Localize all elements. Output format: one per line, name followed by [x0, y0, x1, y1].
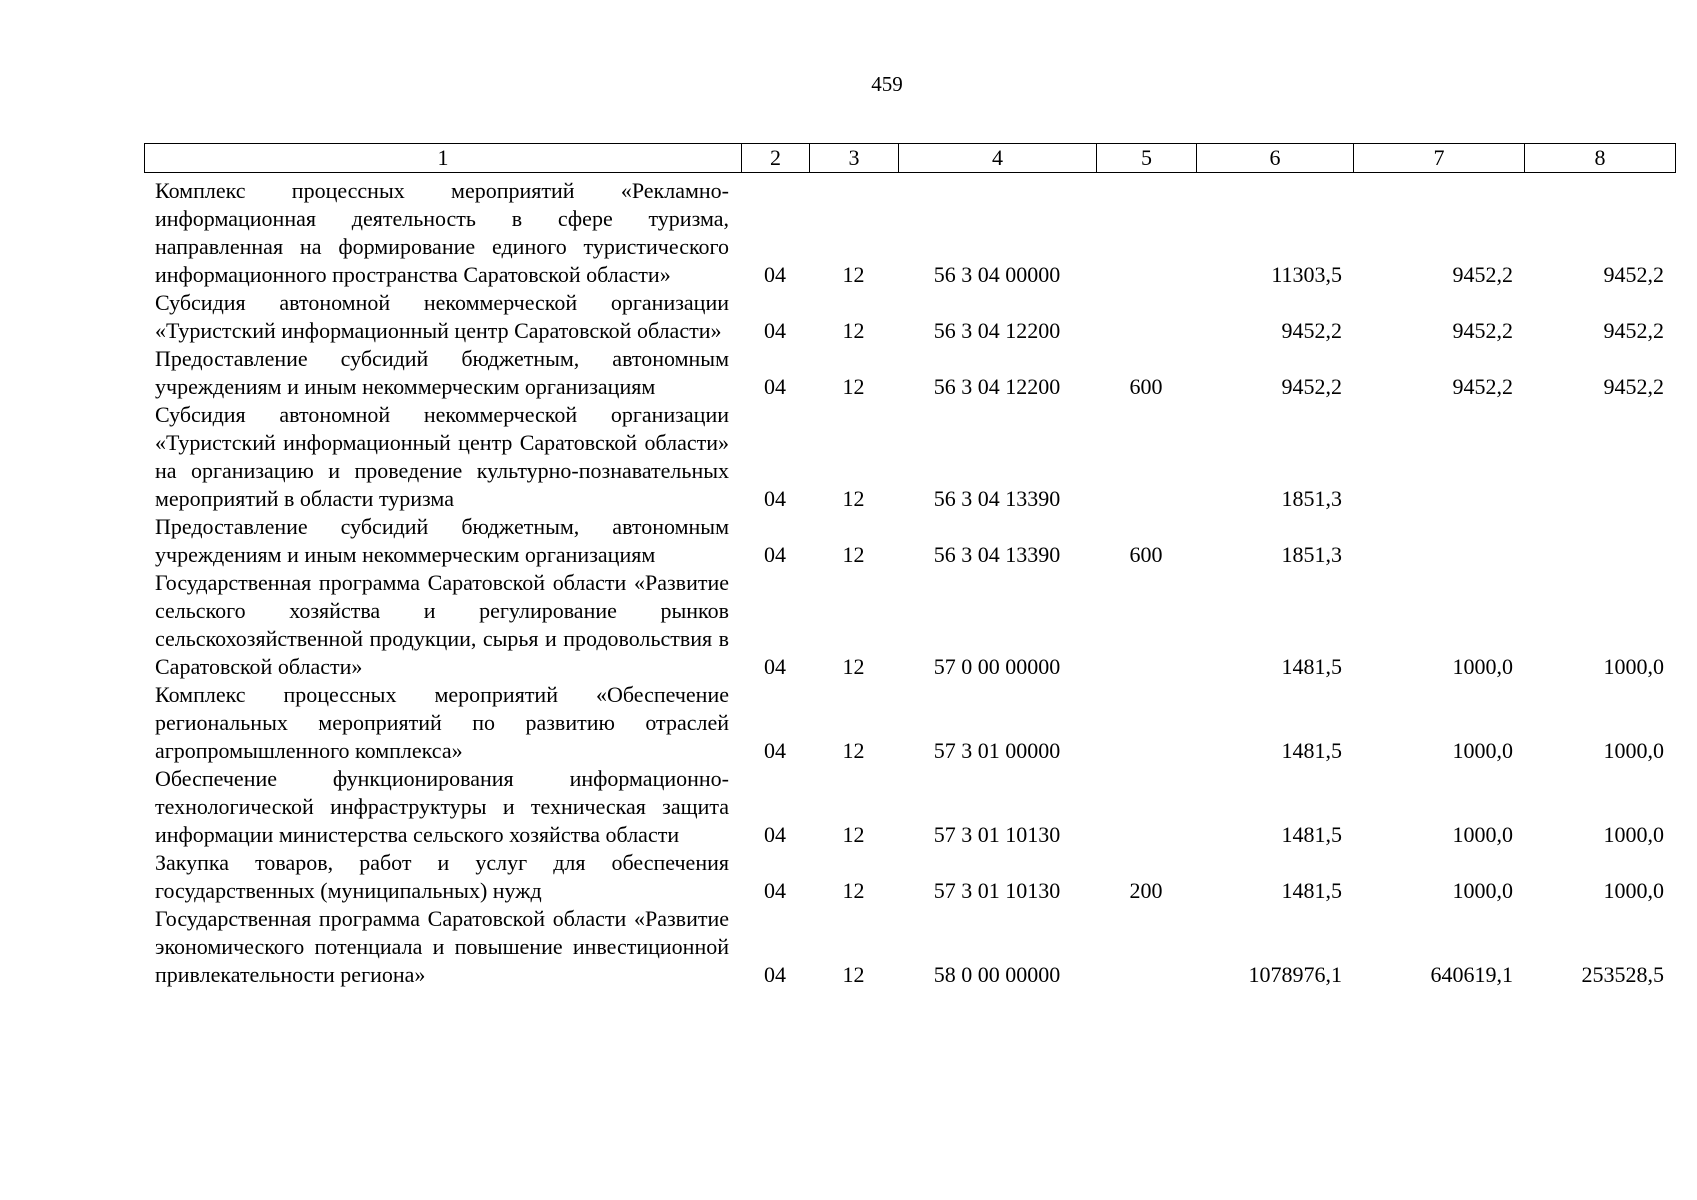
row-amount-col-7: 1000,0 — [1452, 738, 1513, 763]
row-target-article: 56 3 04 12200 — [933, 318, 1061, 343]
row-amount-col-7: 9452,2 — [1452, 318, 1513, 343]
row-section-code: 04 — [764, 542, 786, 567]
row-target-article: 56 3 04 12200 — [933, 374, 1061, 399]
row-description: Обеспечение функционирования информационно-технологической инфраструктуры и техническая защита информации министерства сельского хозяйства области — [155, 766, 729, 847]
row-section-code: 04 — [764, 822, 786, 847]
row-description: Закупка товаров, работ и услуг для обеспечения государственных (муниципальных) нужд — [155, 850, 729, 903]
row-expense-type — [1096, 401, 1196, 513]
row-expense-type: 200 — [1129, 878, 1163, 903]
table-row — [144, 765, 1675, 849]
table-row — [144, 401, 1675, 513]
table-row — [144, 905, 1675, 989]
row-subsection-code: 12 — [842, 318, 865, 343]
row-expense-type — [1096, 569, 1196, 681]
row-amount-col-8: 253528,5 — [1581, 962, 1664, 987]
row-section-code: 04 — [764, 878, 786, 903]
header-col-6: 6 — [1197, 144, 1354, 173]
row-section-code: 04 — [764, 374, 786, 399]
row-amount-col-7: 9452,2 — [1452, 374, 1513, 399]
row-subsection-code: 12 — [842, 486, 865, 511]
row-amount-col-7: 1000,0 — [1452, 654, 1513, 679]
row-description: Комплекс процессных мероприятий «Обеспечение региональных мероприятий по развитию отраслей агропромышленного комплекса» — [155, 682, 729, 763]
row-subsection-code: 12 — [842, 962, 865, 987]
table-row — [144, 177, 1675, 289]
row-amount-col-6: 1481,5 — [1281, 878, 1342, 903]
row-description: Субсидия автономной некоммерческой организации «Туристский информационный центр Саратовской области» на организацию и проведение культурно-познавательных мероприятий в области туризма — [155, 402, 729, 511]
row-section-code: 04 — [764, 262, 786, 287]
row-amount-col-7 — [1353, 401, 1524, 513]
table-row — [144, 345, 1675, 401]
row-amount-col-8 — [1524, 513, 1675, 569]
row-target-article: 57 0 00 00000 — [933, 654, 1061, 679]
row-amount-col-6: 1851,3 — [1281, 542, 1342, 567]
row-amount-col-7: 1000,0 — [1452, 822, 1513, 847]
header-row — [145, 144, 1676, 173]
table-body — [144, 177, 1675, 989]
row-section-code: 04 — [764, 486, 786, 511]
row-amount-col-7 — [1353, 513, 1524, 569]
header-col-4: 4 — [899, 144, 1097, 173]
row-subsection-code: 12 — [842, 374, 865, 399]
row-amount-col-8: 1000,0 — [1603, 878, 1664, 903]
row-amount-col-7: 1000,0 — [1452, 878, 1513, 903]
row-description: Комплекс процессных мероприятий «Рекламно-информационная деятельность в сфере туризма, направленная на формирование единого туристического информационного пространства Саратовской области» — [155, 178, 729, 287]
row-amount-col-8: 9452,2 — [1603, 318, 1664, 343]
row-target-article: 56 3 04 13390 — [933, 542, 1061, 567]
row-expense-type: 600 — [1129, 542, 1163, 567]
row-section-code: 04 — [764, 738, 786, 763]
row-amount-col-6: 1481,5 — [1281, 738, 1342, 763]
row-target-article: 57 3 01 00000 — [933, 738, 1061, 763]
header-col-7: 7 — [1354, 144, 1525, 173]
row-amount-col-6: 11303,5 — [1271, 262, 1342, 287]
row-amount-col-8: 1000,0 — [1603, 822, 1664, 847]
row-expense-type — [1096, 905, 1196, 989]
row-target-article: 57 3 01 10130 — [933, 878, 1061, 903]
row-subsection-code: 12 — [842, 738, 865, 763]
header-col-3: 3 — [810, 144, 899, 173]
row-description: Государственная программа Саратовской области «Развитие экономического потенциала и повышение инвестиционной привлекательности региона» — [155, 906, 729, 987]
row-amount-col-6: 1481,5 — [1281, 822, 1342, 847]
row-amount-col-8 — [1524, 401, 1675, 513]
row-expense-type: 600 — [1129, 374, 1163, 399]
table-row — [144, 569, 1675, 681]
row-amount-col-7: 640619,1 — [1430, 962, 1513, 987]
row-description: Субсидия автономной некоммерческой организации «Туристский информационный центр Саратовской области» — [155, 290, 729, 343]
row-expense-type — [1096, 289, 1196, 345]
row-subsection-code: 12 — [842, 654, 865, 679]
row-amount-col-6: 9452,2 — [1281, 318, 1342, 343]
table-row — [144, 849, 1675, 905]
row-subsection-code: 12 — [842, 262, 865, 287]
table-header — [144, 143, 1676, 173]
row-amount-col-6: 1851,3 — [1281, 486, 1342, 511]
row-subsection-code: 12 — [842, 542, 865, 567]
row-amount-col-8: 1000,0 — [1603, 654, 1664, 679]
header-col-5: 5 — [1097, 144, 1197, 173]
header-col-8: 8 — [1525, 144, 1676, 173]
header-col-2: 2 — [742, 144, 810, 173]
header-col-1: 1 — [145, 144, 742, 173]
row-expense-type — [1096, 765, 1196, 849]
row-section-code: 04 — [764, 654, 786, 679]
row-amount-col-6: 9452,2 — [1281, 374, 1342, 399]
row-subsection-code: 12 — [842, 878, 865, 903]
row-amount-col-6: 1078976,1 — [1248, 962, 1342, 987]
row-target-article: 58 0 00 00000 — [933, 962, 1061, 987]
row-description: Предоставление субсидий бюджетным, автономным учреждениям и иным некоммерческим организациям — [155, 514, 729, 567]
row-target-article: 57 3 01 10130 — [933, 822, 1061, 847]
row-amount-col-7: 9452,2 — [1452, 262, 1513, 287]
page-number: 459 — [871, 72, 903, 96]
row-subsection-code: 12 — [842, 822, 865, 847]
row-amount-col-8: 9452,2 — [1603, 262, 1664, 287]
row-target-article: 56 3 04 00000 — [933, 262, 1061, 287]
table-row — [144, 289, 1675, 345]
row-amount-col-8: 9452,2 — [1603, 374, 1664, 399]
row-section-code: 04 — [764, 318, 786, 343]
row-expense-type — [1096, 177, 1196, 289]
row-section-code: 04 — [764, 962, 786, 987]
table-row — [144, 681, 1675, 765]
budget-table — [144, 177, 1675, 989]
row-amount-col-8: 1000,0 — [1603, 738, 1664, 763]
row-amount-col-6: 1481,5 — [1281, 654, 1342, 679]
row-target-article: 56 3 04 13390 — [933, 486, 1061, 511]
table-row — [144, 513, 1675, 569]
row-description: Государственная программа Саратовской области «Развитие сельского хозяйства и регулирование рынков сельскохозяйственной продукции, сырья и продовольствия в Саратовской области» — [155, 570, 729, 679]
row-description: Предоставление субсидий бюджетным, автономным учреждениям и иным некоммерческим организациям — [155, 346, 729, 399]
row-expense-type — [1096, 681, 1196, 765]
